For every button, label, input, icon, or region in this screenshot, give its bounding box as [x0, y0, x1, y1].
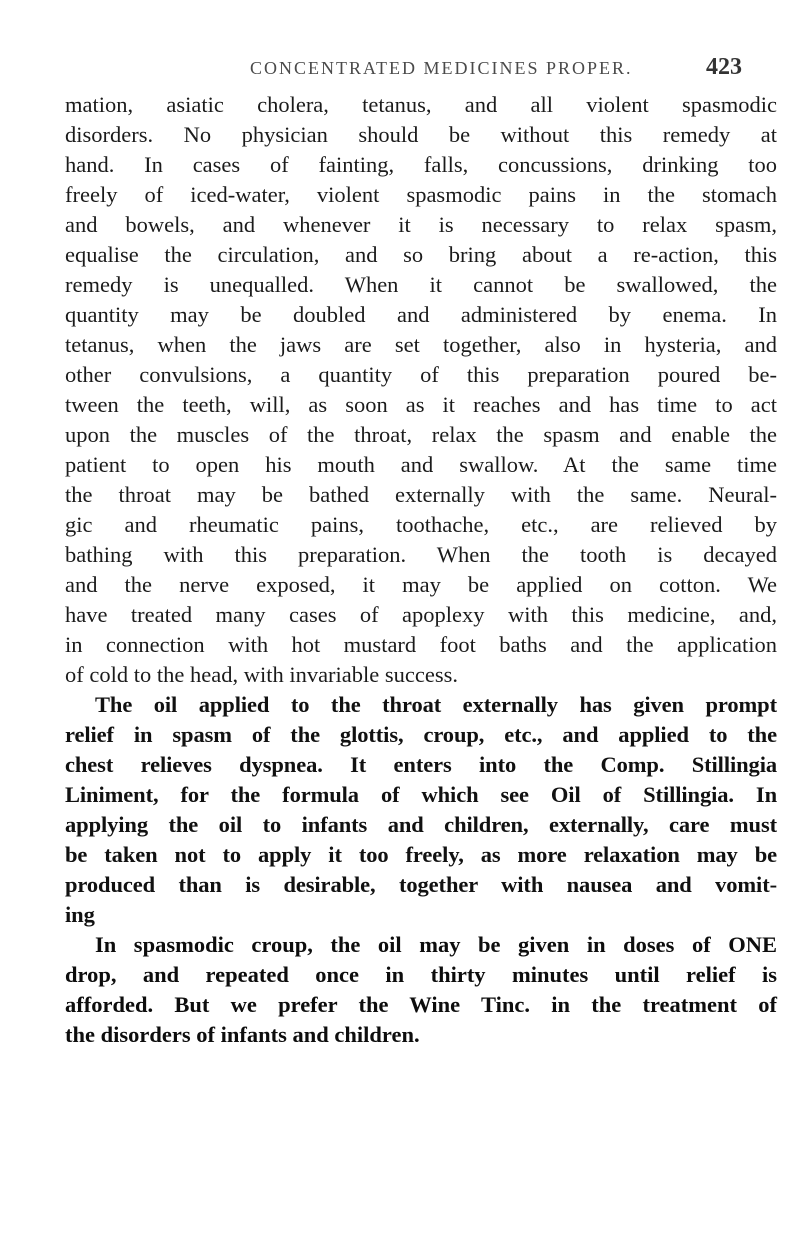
- text-line: of cold to the head, with invariable success.: [65, 662, 459, 687]
- text-line: other convulsions, a quantity of this preparation poured be-: [65, 362, 777, 387]
- text-line: freely of iced-water, violent spasmodic pains in the stomach: [65, 182, 777, 207]
- text-line: applying the oil to infants and children, externally, care must: [65, 812, 777, 837]
- running-head: CONCENTRATED MEDICINES PROPER.: [250, 58, 633, 78]
- page-number: 423: [706, 54, 742, 80]
- text-line: remedy is unequalled. When it cannot be swallowed, the: [65, 272, 777, 297]
- text-line: produced than is desirable, together with nausea and vomit-: [65, 872, 777, 897]
- text-line: Liniment, for the formula of which see Oil of Stillingia. In: [65, 782, 777, 807]
- text-line: relief in spasm of the glottis, croup, etc., and applied to the: [65, 722, 777, 747]
- text-line: chest relieves dyspnea. It enters into the Comp. Stillingia: [65, 752, 777, 777]
- text-line: tween the teeth, will, as soon as it reaches and has time to act: [65, 392, 777, 417]
- text-line: tetanus, when the jaws are set together, also in hysteria, and: [65, 332, 777, 357]
- text-line: be taken not to apply it too freely, as more relaxation may be: [65, 842, 777, 867]
- text-line: bathing with this preparation. When the tooth is decayed: [65, 542, 777, 567]
- text-line: hand. In cases of fainting, falls, concussions, drinking too: [65, 152, 777, 177]
- text-line: drop, and repeated once in thirty minutes until relief is: [65, 962, 777, 987]
- text-line: disorders. No physician should be without this remedy at: [65, 122, 777, 147]
- text-line: The oil applied to the throat externally has given prompt: [95, 692, 777, 717]
- text-line: gic and rheumatic pains, toothache, etc., are relieved by: [65, 512, 777, 537]
- text-line: quantity may be doubled and administered by enema. In: [65, 302, 777, 327]
- text-line: afforded. But we prefer the Wine Tinc. in the treatment of: [65, 992, 777, 1017]
- text-line: have treated many cases of apoplexy with this medicine, and,: [65, 602, 777, 627]
- text-line: mation, asiatic cholera, tetanus, and all violent spasmodic: [65, 92, 777, 117]
- text-line: In spasmodic croup, the oil may be given in doses of ONE: [95, 932, 777, 957]
- text-line: equalise the circulation, and so bring about a re-action, this: [65, 242, 777, 267]
- text-line: in connection with hot mustard foot baths and the application: [65, 632, 777, 657]
- text-line: upon the muscles of the throat, relax the spasm and enable the: [65, 422, 777, 447]
- text-line: ing: [65, 902, 95, 927]
- text-line: and bowels, and whenever it is necessary to relax spasm,: [65, 212, 777, 237]
- text-line: the disorders of infants and children.: [65, 1022, 420, 1047]
- text-line: the throat may be bathed externally with the same. Neural-: [65, 482, 777, 507]
- text-line: and the nerve exposed, it may be applied on cotton. We: [65, 572, 777, 597]
- text-line: patient to open his mouth and swallow. At the same time: [65, 452, 777, 477]
